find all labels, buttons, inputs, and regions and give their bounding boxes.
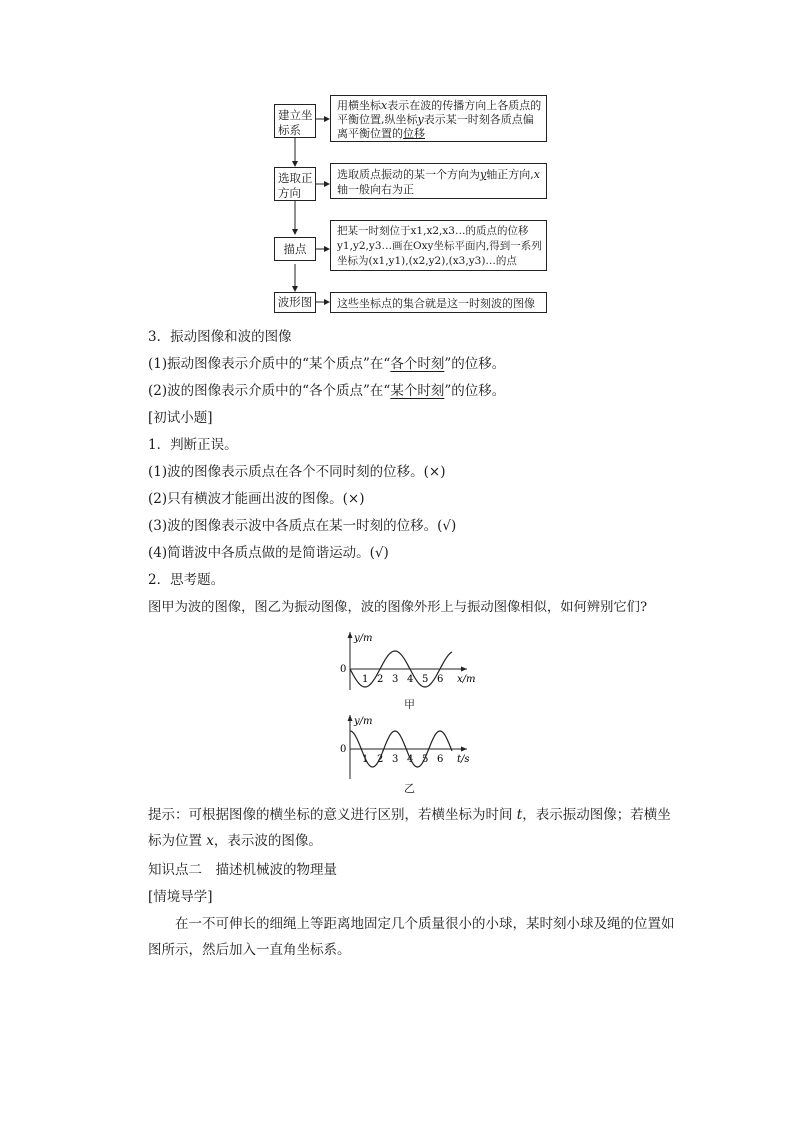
y-axis-label: y/m bbox=[354, 633, 373, 644]
x-tick-label: 1 bbox=[362, 674, 369, 685]
flow-step-1-label: 建立坐标系 bbox=[274, 104, 316, 138]
hint-paragraph: 提示：可根据图像的横坐标的意义进行区别，若横坐标为时间 t，表示振动图像；若横坐标为位置 x，表示波的图像。 bbox=[148, 807, 671, 849]
y-axis-arrow bbox=[348, 632, 353, 638]
flow-step-2-desc: 选取质点振动的某一个方向为y轴正方向,x轴一般向右为正 bbox=[330, 163, 547, 199]
situation-paragraph: 在一不可伸长的细绳上等距离地固定几个质量很小的小球，某时刻小球及绳的位置如图所示，然后加入一直角坐标系。 bbox=[148, 916, 675, 958]
x-tick-label: 2 bbox=[377, 754, 384, 765]
x-tick-label: 5 bbox=[422, 754, 429, 765]
x-tick-label: 3 bbox=[392, 674, 399, 685]
origin-label: 0 bbox=[340, 744, 347, 755]
x-tick-label: 5 bbox=[422, 674, 429, 685]
x-axis-arrow bbox=[461, 667, 467, 672]
quiz-item-4: (4)简谐波中各质点做的是简谐运动。(√) bbox=[148, 545, 389, 561]
flow-step-4-desc: 这些坐标点的集合就是这一时刻波的图像 bbox=[330, 292, 547, 313]
quiz-q2: 2．思考题。 bbox=[148, 572, 225, 588]
flow-step-1-desc: 用横坐标x表示在波的传播方向上各质点的平衡位置,纵坐标y表示某一时刻各质点偏离平衡位置的位移 bbox=[330, 95, 547, 142]
flow-step-3-desc: 把某一时刻位于x1,x2,x3…的质点的位移y1,y2,y3…画在Oxy坐标平面内,得到一系列坐标为(x1,y1),(x2,y2),(x3,y3)…的点 bbox=[330, 220, 547, 271]
x-tick-label: 6 bbox=[437, 754, 444, 765]
flow-step-3-label: 描点 bbox=[274, 237, 316, 261]
x-axis-label: x/m bbox=[457, 674, 476, 685]
flow-step-2-label: 选取正方向 bbox=[274, 167, 316, 201]
y-axis-label: y/m bbox=[354, 716, 373, 727]
wave-graph-jia-caption: 甲 bbox=[404, 698, 415, 711]
section-3-item-2: (2)波的图像表示介质中的“各个质点”在“某个时刻”的位移。 bbox=[148, 383, 506, 399]
y-axis-arrow bbox=[348, 715, 353, 721]
x-tick-label: 1 bbox=[362, 754, 369, 765]
vibration-graph-yi-caption: 乙 bbox=[404, 782, 415, 795]
quiz-question: 图甲为波的图像，图乙为振动图像，波的图像外形上与振动图像相似，如何辨别它们? bbox=[148, 600, 648, 615]
x-tick-label: 3 bbox=[392, 754, 399, 765]
section-3-heading: 3．振动图像和波的图像 bbox=[148, 329, 292, 345]
flow-step-4-label: 波形图 bbox=[274, 292, 316, 313]
section-3-item-1: (1)振动图像表示介质中的“某个质点”在“各个时刻”的位移。 bbox=[148, 356, 506, 372]
quiz-item-1: (1)波的图像表示质点在各个不同时刻的位移。(×) bbox=[148, 464, 446, 480]
x-tick-label: 4 bbox=[407, 754, 414, 765]
x-tick-label: 4 bbox=[407, 674, 414, 685]
situation-label: [情境导学] bbox=[148, 889, 213, 905]
quiz-item-2: (2)只有横波才能画出波的图像。(×) bbox=[148, 491, 365, 507]
wave-graph-jia bbox=[330, 628, 490, 693]
quiz-q1: 1．判断正误。 bbox=[148, 437, 238, 453]
x-tick-label: 6 bbox=[437, 674, 444, 685]
quiz-item-3: (3)波的图像表示波中各质点在某一时刻的位移。(√) bbox=[148, 518, 457, 534]
knowledge-2-heading: 知识点二 描述机械波的物理量 bbox=[148, 862, 337, 878]
x-tick-label: 2 bbox=[377, 674, 384, 685]
origin-label: 0 bbox=[340, 664, 347, 675]
quiz-label: [初试小题] bbox=[148, 410, 213, 426]
vibration-graph-yi bbox=[330, 711, 490, 781]
x-axis-label: t/s bbox=[457, 754, 470, 765]
x-axis-arrow bbox=[461, 747, 467, 752]
